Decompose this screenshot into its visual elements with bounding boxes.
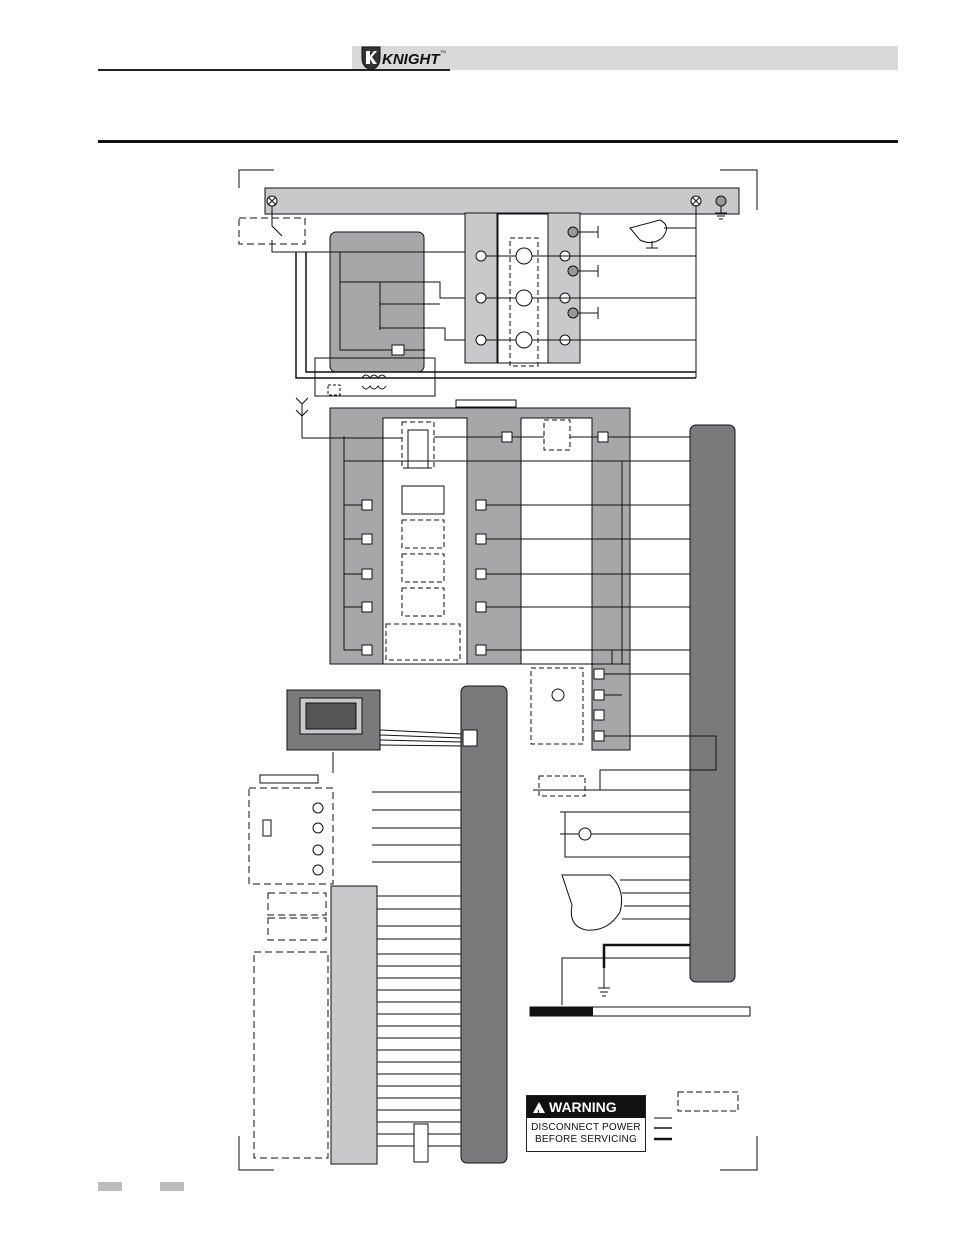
warning-line-1: DISCONNECT POWER: [531, 1122, 641, 1133]
secondary-harness: [461, 686, 507, 1163]
plug-connector: [296, 398, 308, 438]
transformer-coil: [362, 375, 386, 389]
flow-switch: [539, 776, 585, 796]
fuse-block: [330, 232, 424, 372]
control-board-white-2: [521, 418, 592, 664]
pump-symbols: [516, 248, 532, 348]
display-tag: [260, 775, 318, 783]
blower-fan-icon: [630, 220, 667, 243]
warning-message: [527, 1122, 645, 1146]
legend-dashed-box: [678, 1092, 738, 1111]
power-bus-bar: [265, 188, 739, 214]
brand-wordmark: KNIGHT: [382, 51, 440, 68]
frame-corner-bl: [239, 1136, 274, 1170]
warning-line-2: BEFORE SERVICING: [535, 1134, 637, 1145]
blower-motor-icon: [562, 875, 622, 930]
footer-tab-right: [160, 1182, 184, 1191]
footer-tab-left: [98, 1182, 122, 1191]
main-harness: [690, 425, 735, 982]
brand-trademark: TM: [440, 49, 446, 54]
frame-corner-tl: [239, 170, 274, 188]
control-board-tag: [456, 400, 516, 407]
relay-coil: [392, 345, 404, 355]
frame-corner-br: [720, 1136, 757, 1170]
warning-triangle-icon: !: [533, 1102, 545, 1113]
junction-block: [414, 1124, 428, 1162]
field-terminal-strip: [331, 886, 377, 1164]
warning-label: [526, 1095, 646, 1152]
warning-title: WARNING: [549, 1099, 617, 1115]
warning-header: [527, 1096, 645, 1118]
